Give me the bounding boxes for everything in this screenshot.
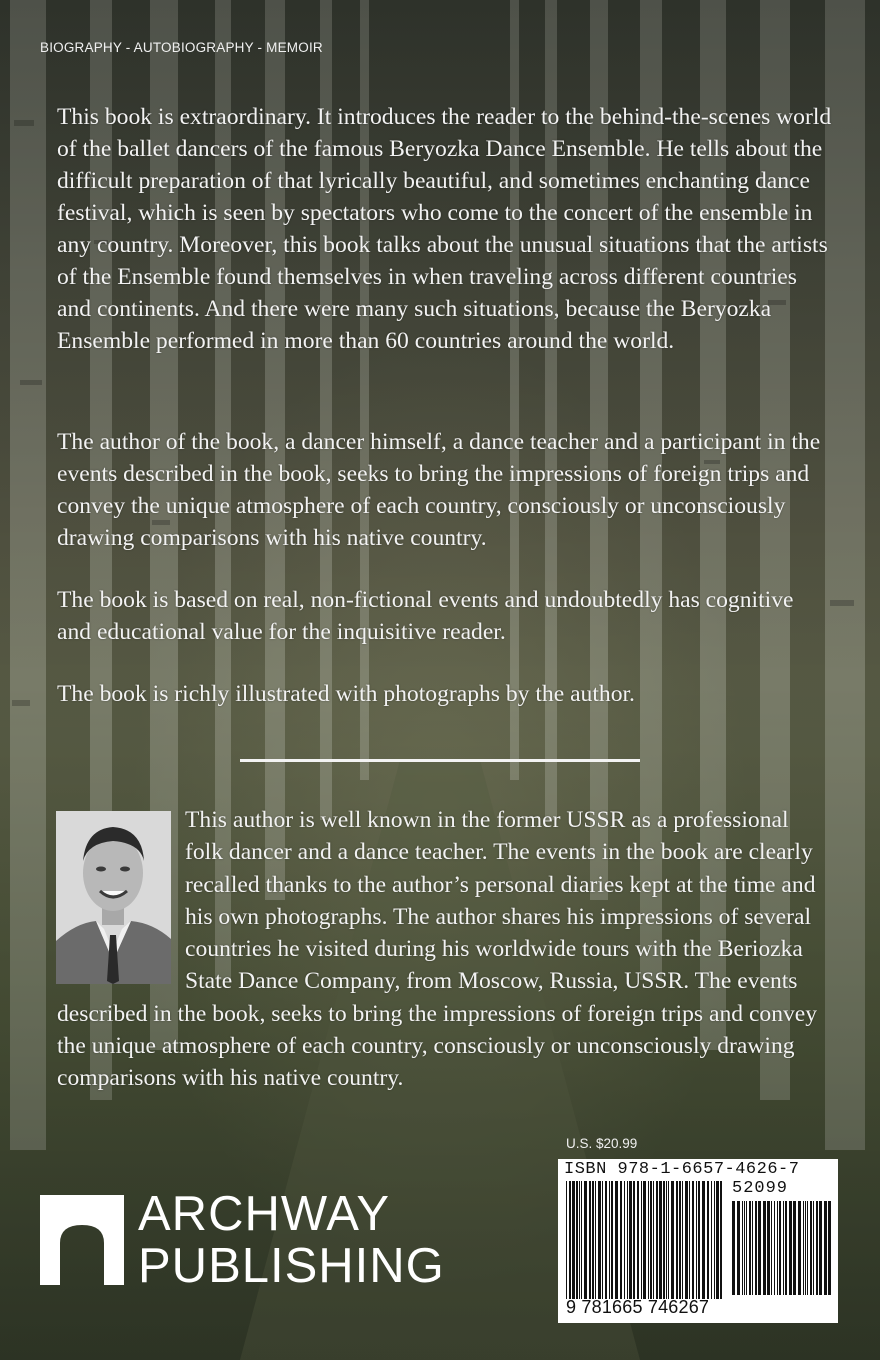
blurb-paragraph-2: The author of the book, a dancer himself, a dance teacher and a participant in the events described in the book, seeks to bring the impressions of foreign trips and convey the unique atmosphere of each country, consciously or unconsciously drawing comparisons with his native country. (57, 429, 821, 551)
blurb-paragraph-1: This book is extraordinary. It introduces the reader to the behind-the-scenes world of the ballet dancers of the famous Beryozka Dance Ensemble. He tells about the difficult preparation of that lyrically beautiful, and sometimes enchanting dance festival, which is seen by spectators who come to the concert of the ensemble in any country. Moreover, this book talks about the unusual situations that the artists of the Ensemble found themselves in when traveling across different countries and continents. And there were many such situations, because the Beryozka Ensemble performed in more than 60 countries around the world. (57, 104, 832, 354)
publisher-line-1: ARCHWAY (138, 1187, 390, 1241)
addon-price-code: 52099 (732, 1179, 789, 1198)
isbn-text: ISBN 978-1-6657-4626-7 (564, 1160, 800, 1179)
archway-logo-icon (40, 1195, 124, 1290)
section-divider (240, 759, 640, 762)
publisher-line-2: PUBLISHING (138, 1239, 445, 1293)
ean-digits: 9 781665 746267 (566, 1297, 710, 1317)
author-photo (56, 811, 171, 984)
author-bio: This author is well known in the former USSR as a professional folk dancer and a dance teacher. The events in the book are clearly recalled thanks to the author’s personal diaries kept at the time and his own photographs. The author shares his impressions of several countries he visited during his worldwide tours with the Beriozka State Dance Company, from Moscow, Russia, USSR. The events described in the book, seeks to bring the impressions of foreign trips and convey the unique atmosphere of each country, consciously or unconsciously drawing comparisons with his native country. (57, 807, 818, 1092)
genre-label: BIOGRAPHY - AUTOBIOGRAPHY - MEMOIR (40, 40, 323, 55)
author-bio-block (57, 804, 832, 1095)
blurb-paragraph-4: The book is richly illustrated with photographs by the author. (57, 681, 635, 707)
blurb-paragraph-3: The book is based on real, non-fictional events and undoubtedly has cognitive and educational value for the inquisitive reader. (57, 587, 794, 645)
ean-barcode-bars (566, 1181, 726, 1299)
addon-barcode-bars (732, 1201, 832, 1295)
isbn-barcode (558, 1159, 838, 1323)
publisher-name (138, 1188, 445, 1292)
price-label: U.S. $20.99 (566, 1136, 638, 1151)
